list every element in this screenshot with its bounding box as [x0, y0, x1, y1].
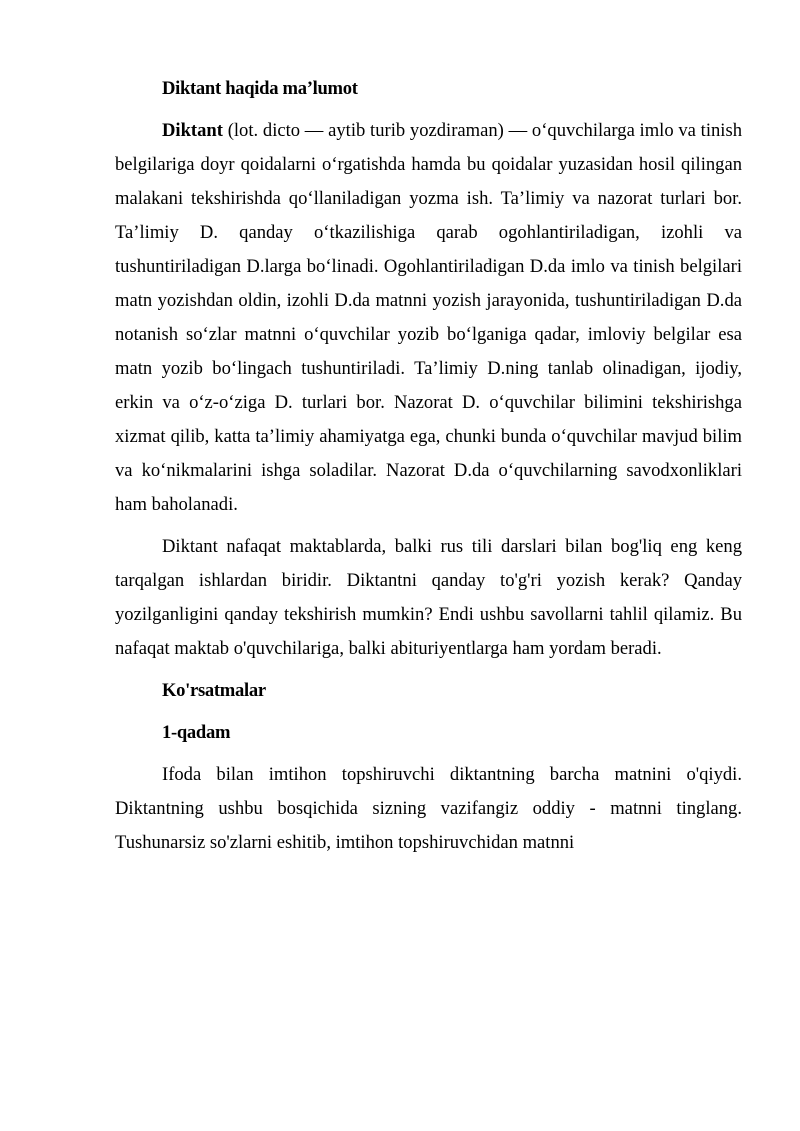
- paragraph-three: Ifoda bilan imtihon topshiruvchi diktantning barcha matnini o'qiydi. Diktantning ushbu bosqichida sizning vazifangiz oddiy - matnni tinglang. Tushunarsiz so'zlarni eshitib, imtihon topshiruvchidan matnni: [115, 764, 742, 853]
- document-page: [115, 72, 742, 868]
- intro-text: (lot. dicto — aytib turib yozdiraman) — o‘quvchilarga imlo va tinish belgilariga doyr qoidalarni o‘rgatishda hamda bu qoidalar yuzasidan hosil qilingan malakani tekshirishda qo‘llaniladigan yozma ish. Ta’limiy va nazorat turlari bor. Ta’limiy D. qanday o‘tkazilishiga qarab ogohlantiriladigan, izohli va tushuntiriladigan D.larga bo‘linadi. Ogohlantiriladigan D.da imlo va tinish belgilari matn yozishdan oldin, izohli D.da matnni yozish jarayonida, tushuntiriladigan D.da notanish so‘zlar matnni o‘quvchilar yozib bo‘lganiga qadar, imloviy belgilar esa matn yozib bo‘lingach tushuntiriladi. Ta’limiy D.ning tanlab olinadigan, ijodiy, erkin va o‘z-o‘ziga D. turlari bor. Nazorat D. o‘quvchilar bilimini tekshirishga xizmat qilib, katta ta’limiy ahamiyatga ega, chunki bunda o‘quvchilar mavjud bilim va ko‘nikmalarini ishga soladilar. Nazorat D.da o‘quvchilarning savodxonliklari ham baholanadi.: [115, 120, 742, 515]
- step-heading: 1-qadam: [162, 722, 231, 743]
- section-heading: Ko'rsatmalar: [162, 680, 266, 701]
- document-title: Diktant haqida ma’lumot: [162, 78, 358, 99]
- intro-lead-term: Diktant: [162, 120, 223, 141]
- paragraph-two: Diktant nafaqat maktablarda, balki rus tili darslari bilan bog'liq eng keng tarqalgan ishlardan biridir. Diktantni qanday to'g'ri yozish kerak? Qanday yozilganligini qanday tekshirish mumkin? Endi ushbu savollarni tahlil qilamiz. Bu nafaqat maktab o'quvchilariga, balki abituriyentlarga ham yordam beradi.: [115, 536, 742, 659]
- intro-paragraph: [115, 114, 742, 522]
